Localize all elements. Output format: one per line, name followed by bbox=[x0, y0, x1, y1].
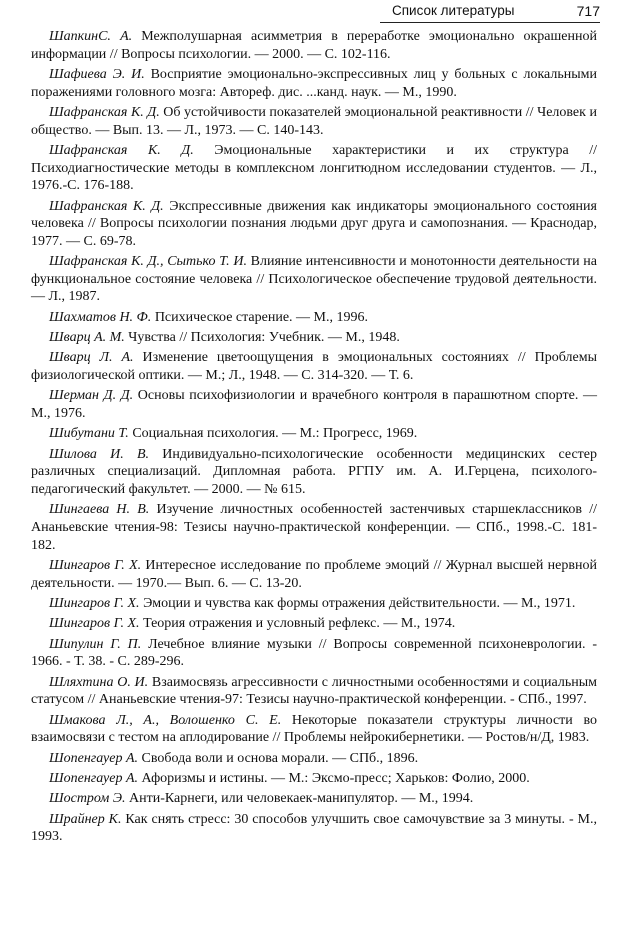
reference-entry bbox=[31, 811, 597, 846]
reference-author: Шрайнер К. bbox=[49, 811, 122, 827]
reference-entry bbox=[31, 349, 597, 384]
reference-text: Изучение личностных особенностей застенчивых старшеклассников // Ананьевские чтения-98: Тезисы научно-практической конференции. — СПб., 1998.-С. 181-182. bbox=[31, 502, 597, 553]
reference-entry bbox=[31, 750, 597, 768]
reference-author: Шопенгауер А. bbox=[49, 750, 139, 766]
reference-text: Индивидуально-психологические особенности медицинских сестер различных специализаций. Дипломная работа. РГПУ им. А. И.Герцена, психолого-педагогический факультет. — 2000. — № 615. bbox=[31, 446, 597, 498]
reference-text: Взаимосвязь агрессивности с личностными особенностями и социальным статусом // Ананьевские чтения-97: Тезисы научно-практической конференции. - СПб., 1997. bbox=[31, 674, 597, 708]
reference-text: Экспрессивные движения как индикаторы эмоционального состояния человека // Вопросы психологии познания людьми друг друга и самопознания. — Краснодар, 1977. — С. 69-78. bbox=[31, 198, 597, 249]
reference-text: Некоторые показатели структуры личности во взаимосвязи с тестом на аплодирование // Проблемы нейрокибернетики. — Ростов/н/Д, 1983. bbox=[31, 712, 597, 746]
reference-entry bbox=[31, 446, 597, 499]
reference-entry bbox=[31, 770, 597, 788]
reference-text: Анти-Карнеги, или человекаек-манипулятор. — М., 1994. bbox=[125, 791, 474, 807]
reference-author: Шипулин Г. П. bbox=[49, 636, 142, 652]
reference-text: Теория отражения и условный рефлекс. — М., 1974. bbox=[139, 616, 456, 632]
reference-text: Афоризмы и истины. — М.: Эксмо-пресс; Харьков: Фолио, 2000. bbox=[138, 771, 530, 787]
reference-text: Восприятие эмоционально-экспрессивных лиц у больных с локальными поражениями головного мозга: Автореф. дис. ...канд. наук. — М., 1990. bbox=[31, 66, 597, 100]
reference-text: Изменение цветоощущения в эмоциональных состояниях // Проблемы физиологической оптики. — М.; Л., 1948. — С. 314-320. — Т. 6. bbox=[31, 350, 597, 384]
reference-author: Шингаров Г. X. bbox=[49, 595, 140, 611]
reference-entry bbox=[31, 329, 597, 347]
page-number: 717 bbox=[576, 3, 600, 19]
reference-text: Чувства // Психология: Учебник. — М., 1948. bbox=[124, 330, 400, 346]
running-head bbox=[380, 2, 600, 23]
reference-author: Шерман Д. Д. bbox=[49, 388, 134, 404]
reference-entry bbox=[31, 387, 597, 422]
reference-text: Эмоции и чувства как формы отражения действительности. — М., 1971. bbox=[139, 595, 576, 611]
reference-author: Шафранская К. Д. bbox=[49, 198, 164, 214]
reference-text: Влияние интенсивности и монотонности деятельности на функциональное состояние человека // Психологическое обеспечение трудовой деятельности. — Л., 1987. bbox=[31, 254, 597, 305]
reference-entry bbox=[31, 595, 597, 613]
reference-author: Шафранская К. Д. bbox=[49, 142, 194, 158]
reference-text: Об устойчивости показателей эмоциональной реактивности // Человек и общество. — Вып. 13. — Л., 1973. — С. 140-143. bbox=[31, 104, 597, 138]
reference-entry bbox=[31, 557, 597, 592]
reference-entry bbox=[31, 104, 597, 139]
reference-author: Шингаева Н. В. bbox=[49, 502, 150, 518]
reference-author: Шингаров Г. X. bbox=[49, 557, 142, 573]
reference-author: Шибутани Т. bbox=[49, 426, 129, 442]
reference-text: Как снять стресс: 30 способов улучшить свое самочувствие за 3 минуты. - М., 1993. bbox=[31, 811, 597, 845]
reference-author: Шмакова Л., А., Волошенко С. Е. bbox=[49, 712, 282, 728]
reference-author: Шахматов Н. Ф. bbox=[49, 309, 152, 325]
reference-entry bbox=[31, 28, 597, 63]
reference-author: Шварц Л. А. bbox=[49, 350, 134, 366]
reference-author: Шилова И. В. bbox=[49, 446, 150, 462]
reference-entry bbox=[31, 425, 597, 443]
reference-author: ШапкинС. А. bbox=[49, 29, 133, 44]
reference-entry bbox=[31, 790, 597, 808]
reference-text: Свобода воли и основа морали. — СПб., 1896. bbox=[138, 750, 419, 766]
reference-text: Лечебное влияние музыки // Вопросы современной психоневрологии. - 1966. - Т. 38. - С. 289-296. bbox=[31, 636, 597, 670]
reference-text: Основы психофизиологии и врачебного контроля в парашютном спорте. — М., 1976. bbox=[31, 388, 597, 422]
reference-entry bbox=[31, 198, 597, 251]
running-title: Список литературы bbox=[392, 3, 515, 18]
reference-text: Интересное исследование по проблеме эмоций // Журнал высшей нервной деятельности. — 1970.— Вып. 6. — С. 13-20. bbox=[31, 557, 597, 591]
reference-author: Шварц А. М. bbox=[49, 330, 125, 346]
reference-entry bbox=[31, 636, 597, 671]
reference-author: Шафранская К. Д. bbox=[49, 104, 160, 120]
reference-text: Эмоциональные характеристики и их структура // Психодиагностические методы в комплексном лонгитюдном исследовании студентов. — Л., 1976.-С. 176-188. bbox=[31, 142, 597, 194]
reference-entry bbox=[31, 674, 597, 709]
reference-entry bbox=[31, 501, 597, 554]
reference-entry bbox=[31, 66, 597, 101]
reference-text: Межполушарная асимметрия в переработке эмоционально окрашенной информации // Вопросы психологии. — 2000. — С. 102-116. bbox=[31, 29, 597, 62]
reference-author: Шингаров Г. X. bbox=[49, 616, 140, 632]
reference-author: Шафранская К. Д., Сытько Т. И. bbox=[49, 254, 247, 270]
reference-entry bbox=[31, 253, 597, 306]
reference-author: Шопенгауер А. bbox=[49, 771, 139, 787]
reference-author: Шафиева Э. И. bbox=[49, 66, 145, 82]
reference-list bbox=[31, 28, 597, 849]
reference-entry bbox=[31, 712, 597, 747]
reference-entry bbox=[31, 142, 597, 195]
reference-author: Шляхтина О. И. bbox=[49, 674, 149, 690]
reference-entry bbox=[31, 615, 597, 633]
reference-text: Социальная психология. — М.: Прогресс, 1969. bbox=[128, 426, 418, 442]
reference-author: Шостром Э. bbox=[49, 791, 126, 807]
reference-entry bbox=[31, 309, 597, 327]
reference-text: Психическое старение. — М., 1996. bbox=[151, 309, 368, 325]
